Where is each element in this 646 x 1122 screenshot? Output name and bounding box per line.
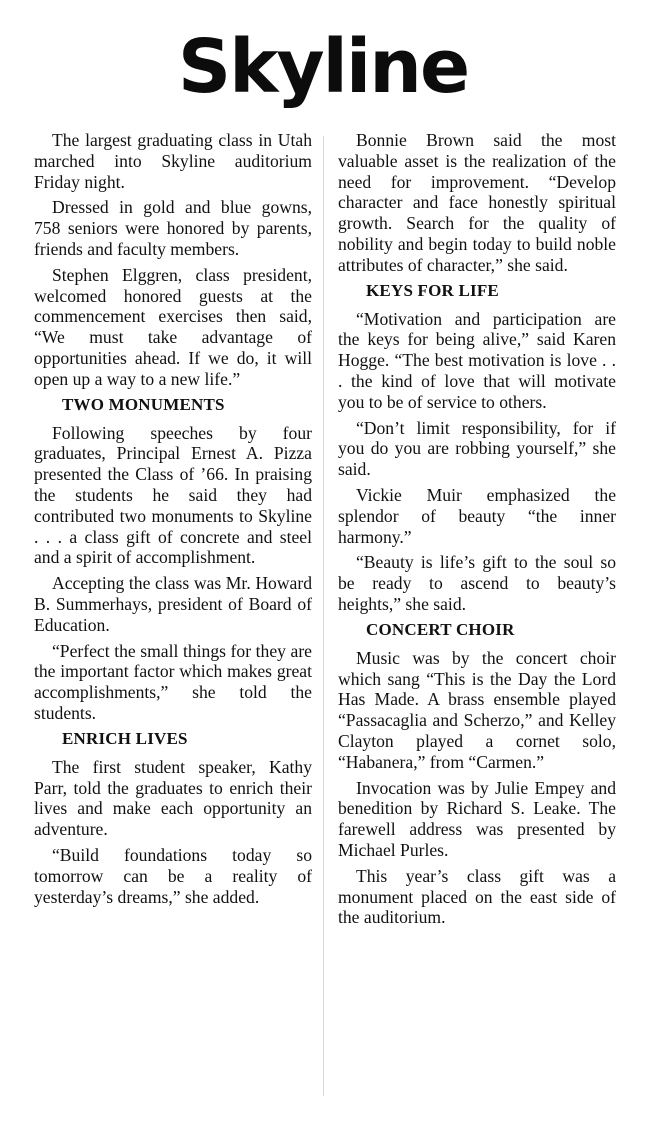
article-column-left — [34, 130, 312, 912]
paragraph: Invocation was by Julie Empey and benedition by Richard S. Leake. The farewell address was presented by Michael Purles. — [338, 777, 616, 860]
paragraph: The first student speaker, Kathy Parr, told the graduates to enrich their lives and make each opportunity an adventure. — [34, 756, 312, 840]
paragraph: Accepting the class was Mr. Howard B. Summerhays, president of Board of Education. — [34, 573, 312, 635]
paragraph: The largest graduating class in Utah marched into Skyline auditorium Friday night. — [34, 130, 312, 192]
subhead-concert-choir: CONCERT CHOIR — [366, 619, 515, 639]
paragraph: Bonnie Brown said the most valuable asset is the realization of the need for improvement. “Develop character and face honestly spiritual growth. Search for the quality of nobility and begin today to build noble attributes of character,” she said. — [338, 130, 616, 275]
article-column-right — [338, 130, 616, 933]
paragraph: “Build foundations today so tomorrow can be a reality of yesterday’s dreams,” she added. — [34, 844, 312, 907]
paragraph: Dressed in gold and blue gowns, 758 seniors were honored by parents, friends and faculty members. — [34, 197, 312, 259]
subhead-enrich-lives: ENRICH LIVES — [62, 728, 188, 748]
paragraph: Stephen Elggren, class president, welcomed honored guests at the commencement exercises then said, “We must take advantage of opportunities ahead. If we do, it will open up a way to a new life.” — [34, 264, 312, 389]
paragraph: “Beauty is life’s gift to the soul so be ready to ascend to beauty’s heights,” she said. — [338, 552, 616, 614]
paragraph: Music was by the concert choir which sang “This is the Day the Lord Has Made. A brass ensemble played “Passacaglia and Scherzo,” and Kelley Clayton played a cornet solo, “Habanera,” from “Carmen.” — [338, 647, 616, 772]
headline: Skyline — [177, 24, 469, 110]
subhead-keys-for-life: KEYS FOR LIFE — [366, 280, 499, 300]
paragraph: “Don’t limit responsibility, for if you do you are robbing yourself,” she said. — [338, 417, 616, 480]
paragraph: Following speeches by four graduates, Principal Ernest A. Pizza presented the Class of ’66. In praising the students he said they had contributed two monuments to Skyline . . . a class gift of concrete and steel and a spirit of accomplishment. — [34, 422, 312, 568]
paragraph: This year’s class gift was a monument placed on the east side of the auditorium. — [338, 865, 616, 928]
column-divider — [323, 136, 324, 1096]
subhead-two-monuments: TWO MONUMENTS — [62, 394, 225, 414]
paragraph: “Perfect the small things for they are the important factor which makes great accomplishments,” she told the students. — [34, 640, 312, 723]
paragraph: “Motivation and participation are the keys for being alive,” said Karen Hogge. “The best motivation is love . . . the kind of love that will motivate you to be of service to others. — [338, 308, 616, 412]
paragraph: Vickie Muir emphasized the splendor of beauty “the inner harmony.” — [338, 484, 616, 547]
